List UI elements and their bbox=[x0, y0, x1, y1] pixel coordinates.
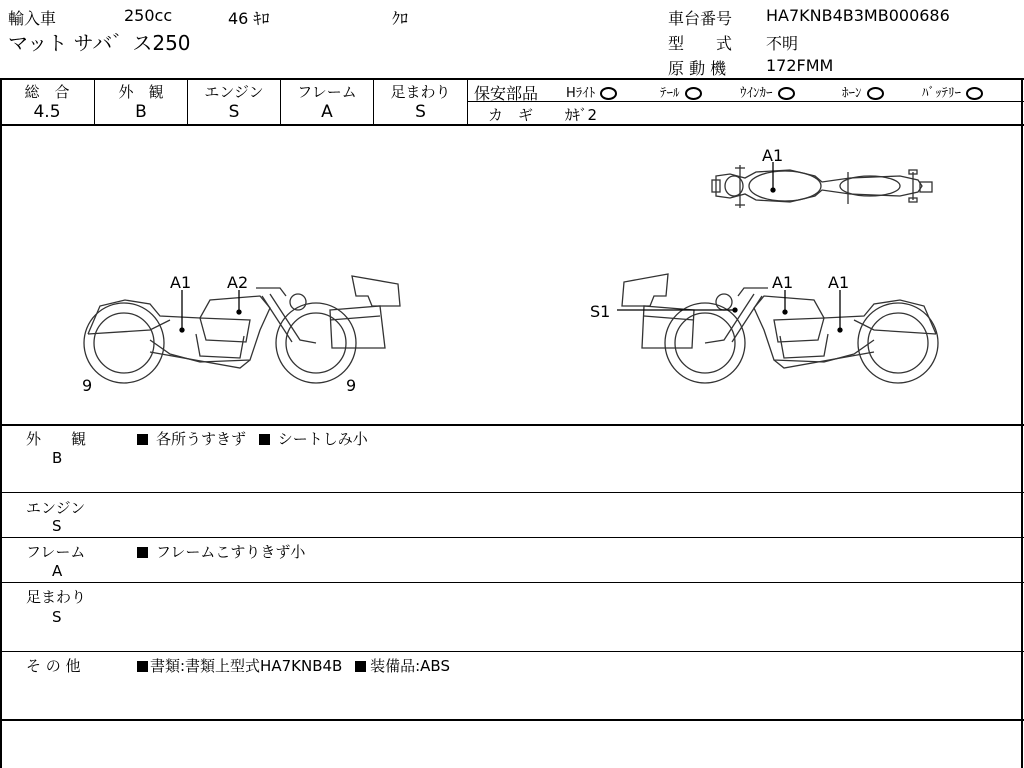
note-engine-label: エンジン bbox=[26, 499, 86, 517]
note-divider bbox=[0, 582, 1024, 583]
lot-number: 46 ｷﾛ bbox=[228, 9, 270, 28]
notes-bottom-border bbox=[0, 719, 1024, 721]
diagram-label-left-a1: A1 bbox=[170, 273, 192, 292]
diagram-label-left-9-front: 9 bbox=[346, 376, 357, 395]
note-suspension-label: 足まわり bbox=[26, 588, 87, 606]
color-value: ｸﾛ bbox=[392, 9, 409, 28]
frame-number: HA7KNB4B3MB000686 bbox=[766, 6, 950, 25]
note-exterior-label: 外 観 bbox=[26, 430, 87, 448]
bullet-square-icon bbox=[259, 434, 270, 445]
note-suspension-grade: S bbox=[52, 608, 62, 626]
key-label: カ ギ bbox=[488, 106, 534, 124]
note-exterior-items bbox=[137, 428, 368, 449]
grade-header-overall: 総 合 bbox=[24, 83, 70, 101]
engine-value: 172FMM bbox=[766, 56, 834, 75]
note-frame-items bbox=[137, 541, 305, 562]
grade-value-exterior: B bbox=[135, 102, 147, 122]
engine-label: 原 動 機 bbox=[668, 59, 727, 78]
bullet-square-icon bbox=[137, 434, 148, 445]
diagram-label-right-a1-rear: A1 bbox=[828, 273, 850, 292]
note-item: 装備品:ABS bbox=[370, 657, 450, 675]
note-exterior-grade: B bbox=[52, 449, 63, 467]
outer-left-border bbox=[0, 78, 2, 768]
note-item: 各所うすきず bbox=[156, 430, 247, 448]
grade-header-engine: エンジン bbox=[204, 83, 264, 101]
diagram-label-left-9-rear: 9 bbox=[82, 376, 93, 395]
diagram-label-right-a1-mid: A1 bbox=[772, 273, 794, 292]
grade-header-frame: フレーム bbox=[297, 83, 357, 101]
bullet-square-icon bbox=[137, 547, 148, 558]
outer-right-border bbox=[1021, 78, 1023, 768]
note-frame-grade: A bbox=[52, 562, 63, 580]
diagram-label-top-a1: A1 bbox=[762, 146, 784, 165]
displacement: 250cc bbox=[124, 6, 173, 25]
import-label: 輸入車 bbox=[8, 9, 57, 28]
bike-top-view bbox=[712, 162, 932, 208]
grade-header-exterior: 外 観 bbox=[118, 83, 164, 101]
type-value: 不明 bbox=[766, 34, 799, 53]
diagram-label-right-s1: S1 bbox=[590, 302, 611, 321]
grade-header-suspension: 足まわり bbox=[390, 83, 451, 101]
frame-number-label: 車台番号 bbox=[668, 9, 733, 28]
grade-value-engine: S bbox=[228, 102, 240, 122]
note-item: 書類:書類上型式HA7KNB4B bbox=[150, 657, 343, 675]
safety-item-label: ﾃｰﾙ bbox=[660, 86, 680, 101]
safety-item-label: Hﾗｲﾄ bbox=[566, 86, 596, 101]
note-divider bbox=[0, 492, 1024, 493]
safety-label: 保安部品 bbox=[474, 84, 539, 103]
note-item: フレームこすりきず小 bbox=[156, 543, 306, 561]
safety-item-label: ｳｲﾝｶｰ bbox=[740, 86, 773, 101]
grade-value-suspension: S bbox=[415, 102, 426, 122]
diagram-label-left-a2: A2 bbox=[227, 273, 249, 292]
note-frame-label: フレーム bbox=[26, 543, 86, 561]
note-other-items bbox=[137, 655, 450, 676]
note-other-label: そ の 他 bbox=[26, 657, 81, 675]
bullet-square-icon bbox=[355, 661, 366, 672]
note-divider bbox=[0, 537, 1024, 538]
note-item: シートしみ小 bbox=[277, 430, 368, 448]
grade-value-overall: 4.5 bbox=[33, 102, 61, 122]
key-value: ｶｷﾞ2 bbox=[565, 106, 598, 124]
safety-item-label: ﾊﾞｯﾃﾘｰ bbox=[922, 86, 961, 101]
bullet-square-icon bbox=[137, 661, 148, 672]
type-label: 型 式 bbox=[668, 34, 733, 53]
model-name: マット サバ゛ス250 bbox=[8, 31, 191, 55]
grade-value-frame: A bbox=[321, 102, 333, 122]
note-engine-grade: S bbox=[52, 517, 62, 535]
bike-left-view bbox=[84, 276, 400, 383]
safety-item-label: ﾎｰﾝ bbox=[842, 86, 862, 101]
note-divider bbox=[0, 651, 1024, 652]
